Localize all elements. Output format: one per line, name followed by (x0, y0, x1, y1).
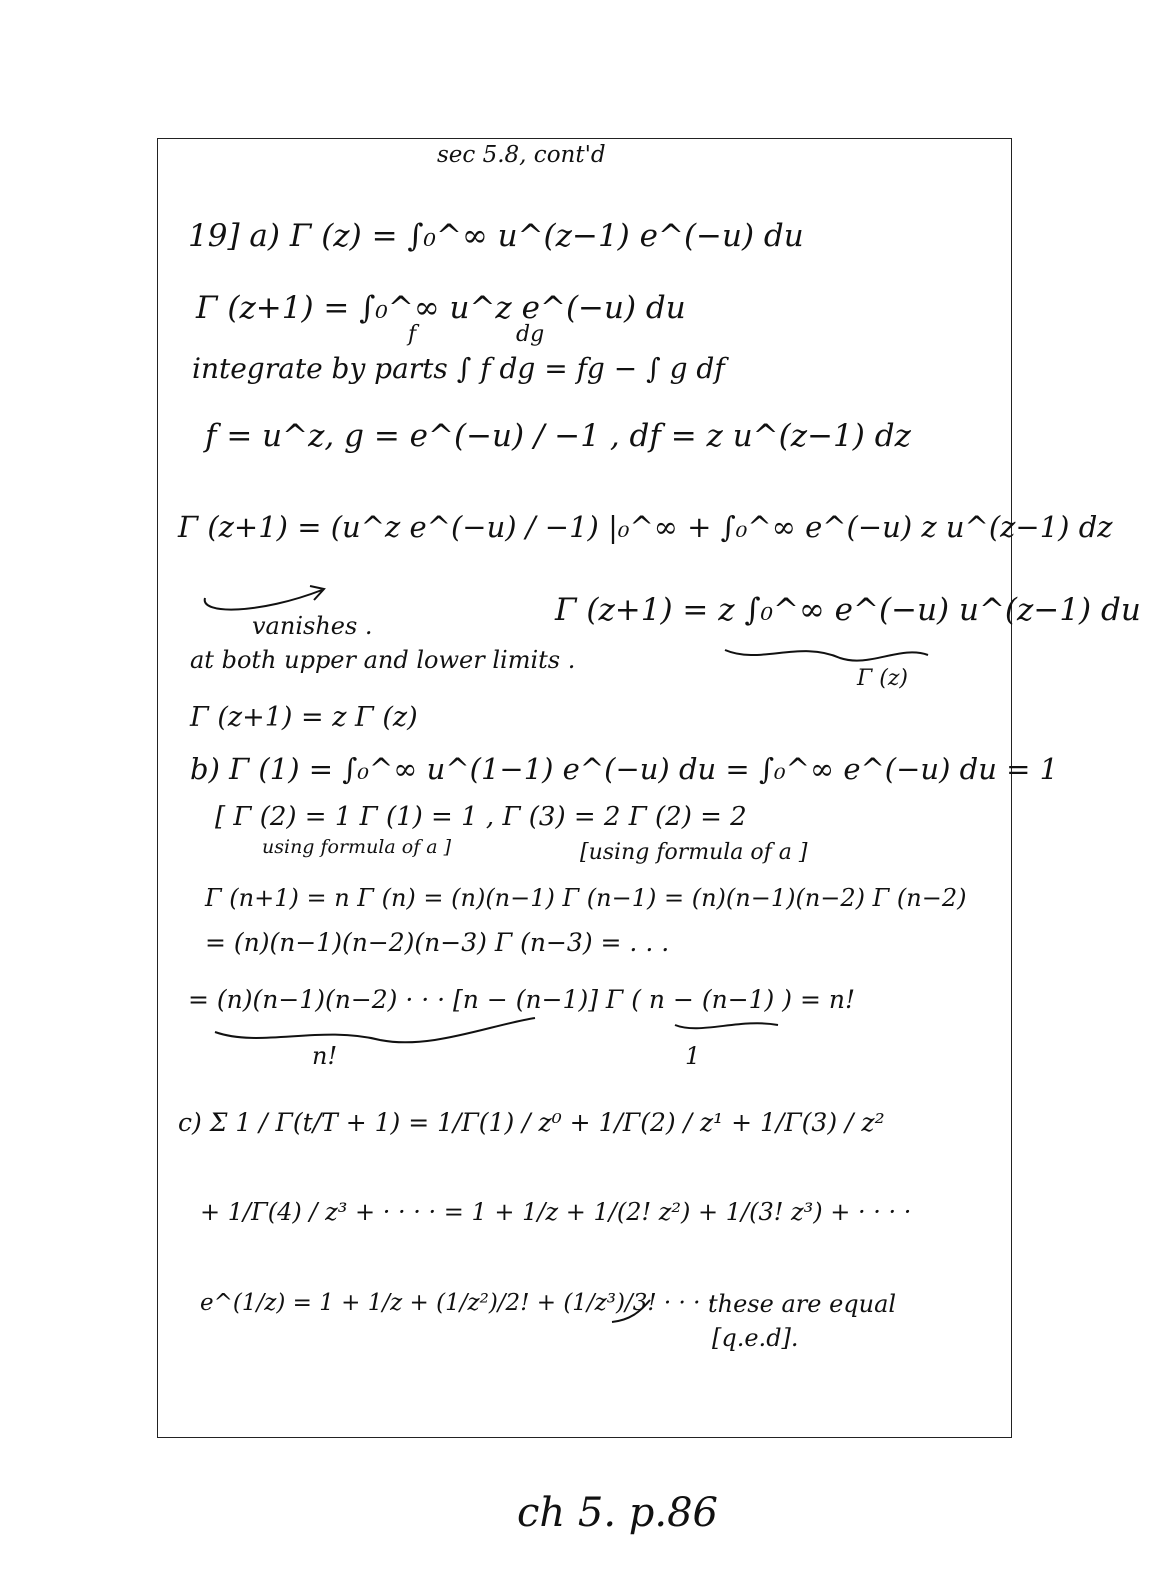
line-gamma-z-integral: Γ (z+1) = z ∫₀^∞ e^(−u) u^(z−1) du (555, 592, 1141, 628)
label-using-a-2: [using formula of a ] (580, 840, 808, 865)
page-footer: ch 5. p.86 (517, 1490, 718, 1536)
line-expansion: = (n)(n−1)(n−2)(n−3) Γ (n−3) = . . . (205, 928, 670, 957)
label-qed: [q.e.d]. (712, 1324, 799, 1352)
label-limits: at both upper and lower limits . (190, 646, 576, 674)
line-gamma-def: 19] a) Γ (z) = ∫₀^∞ u^(z−1) e^(−u) du (188, 218, 804, 254)
label-dg: dg (516, 322, 545, 347)
line-gamma-n-plus-1: Γ (n+1) = n Γ (n) = (n)(n−1) Γ (n−1) = (n)(n−1)(n−2) Γ (n−2) (205, 884, 967, 912)
label-vanishes: vanishes . (252, 612, 373, 640)
label-f: f (408, 322, 417, 347)
line-series: + 1/Γ(4) / z³ + · · · · = 1 + 1/z + 1/(2! z²) + 1/(3! z³) + · · · · (200, 1198, 912, 1226)
line-integrate-by-parts: integrate by parts ∫ f dg = fg − ∫ g df (192, 352, 725, 385)
label-equal: these are equal (708, 1290, 897, 1318)
label-one: 1 (685, 1042, 701, 1070)
line-parts-result: Γ (z+1) = (u^z e^(−u) / −1) |₀^∞ + ∫₀^∞ e^(−u) z u^(z−1) dz (178, 510, 1113, 544)
line-gamma-2-3: [ Γ (2) = 1 Γ (1) = 1 , Γ (3) = 2 Γ (2) = 2 (215, 802, 747, 832)
label-gamma-z: Γ (z) (857, 666, 909, 691)
line-recurrence: Γ (z+1) = z Γ (z) (190, 702, 418, 733)
line-part-b: b) Γ (1) = ∫₀^∞ u^(1−1) e^(−u) du = ∫₀^∞ e^(−u) du = 1 (190, 752, 1059, 786)
line-gamma-z-plus-1: Γ (z+1) = ∫₀^∞ u^z e^(−u) du (196, 290, 686, 326)
line-substitution: f = u^z, g = e^(−u) / −1 , df = z u^(z−1) dz (205, 418, 911, 454)
vanishes-arrow (205, 590, 322, 610)
underbrace-n-factorial (215, 1018, 535, 1042)
line-part-c: c) Σ 1 / Γ(t/T + 1) = 1/Γ(1) / z⁰ + 1/Γ(2) / z¹ + 1/Γ(3) / z² (178, 1108, 885, 1137)
label-using-a-1: using formula of a ] (262, 836, 452, 858)
label-n-factorial: n! (312, 1042, 338, 1070)
line-n-factorial: = (n)(n−1)(n−2) · · · [n − (n−1)] Γ ( n − (n−1) ) = n! (188, 985, 855, 1014)
underbrace-one (675, 1023, 778, 1028)
section-header: sec 5.8, cont'd (437, 142, 606, 168)
line-exp-series: e^(1/z) = 1 + 1/z + (1/z²)/2! + (1/z³)/3! · · · · (200, 1290, 716, 1316)
underbrace-gamma (725, 650, 928, 661)
